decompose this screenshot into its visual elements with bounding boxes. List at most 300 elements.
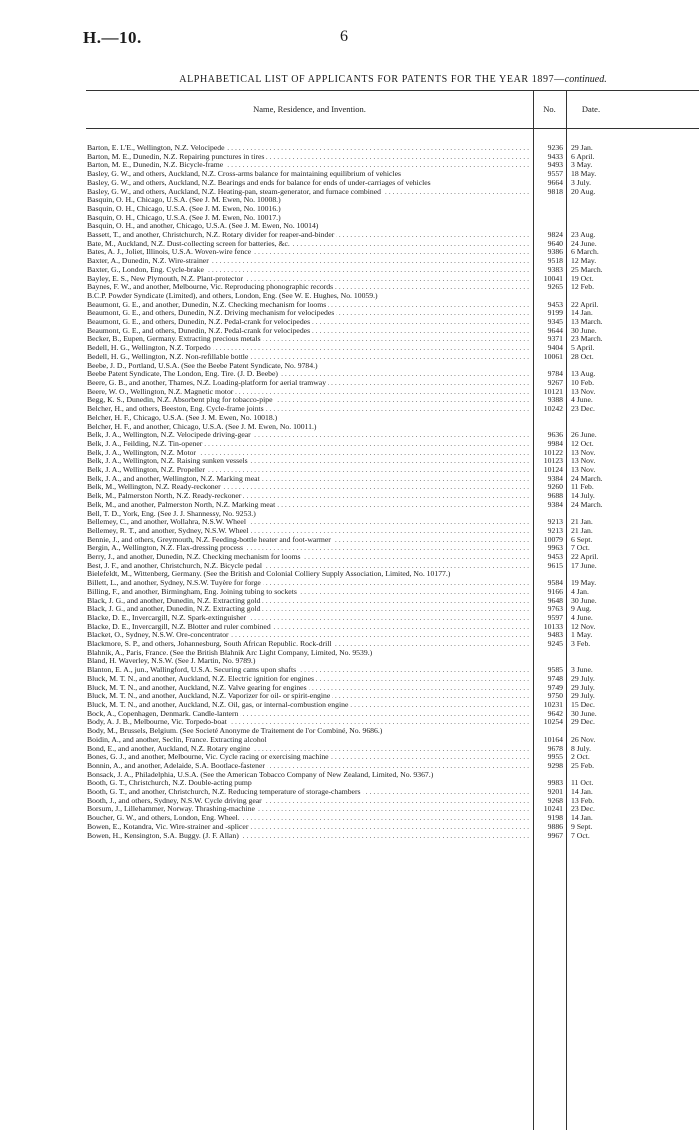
entry-text: Bones, G. J., and another, Melbourne, Vic. Cycle racing or exercising machine — [87, 753, 329, 762]
entry-text: Baxter, A., Dunedin, N.Z. Wire-strainer — [87, 257, 209, 266]
entry-number: 9763 — [547, 604, 563, 614]
table-row — [86, 466, 699, 475]
entry-date: 30 June. — [571, 595, 597, 605]
entry-number: 10061 — [543, 351, 563, 361]
entry-description — [86, 727, 533, 736]
table-row — [86, 657, 699, 666]
entry-number: 10121 — [543, 386, 563, 396]
entry-description — [86, 605, 533, 614]
table-row — [86, 170, 699, 179]
entry-date — [566, 205, 616, 214]
entry-text: Basquin, O. H., Chicago, U.S.A. (See J. M. Ewen, No. 10017.) — [87, 213, 281, 222]
entry-text: Bonnin, A., and another, Adelaide, S.A. Bootlace-fastener — [87, 761, 265, 770]
header-date: Date. — [581, 104, 601, 114]
entry-number: 9784 — [547, 369, 563, 379]
entry-number: 9267 — [547, 377, 563, 387]
entry-description — [86, 631, 533, 640]
entry-date: 29 July. — [571, 691, 595, 701]
entry-text: Basley, G. W., and others, Auckland, N.Z. Cross-arms balance for maintaining equilibrium of vehicles — [87, 170, 529, 179]
entry-description — [86, 309, 533, 318]
entry-description — [86, 570, 533, 579]
entry-text: Bowen, E., Kotandra, Vic. Wire-strainer and -splicer — [87, 822, 249, 831]
entry-description — [86, 710, 533, 719]
entry-number: 9984 — [547, 438, 563, 448]
entry-description — [86, 657, 533, 666]
entry-description — [86, 161, 533, 170]
entry-text: Bassett, T., and another, Christchurch, N.Z. Rotary divider for reaper-and-binder — [87, 231, 335, 240]
table-row — [86, 614, 699, 623]
entry-date: 24 March. — [571, 499, 603, 509]
header-no: No. — [543, 104, 556, 114]
entry-number: 9518 — [547, 256, 563, 266]
entry-text: Booth, G. T., and another, Christchurch, N.Z. Reducing temperature of storage-chambers — [87, 788, 361, 797]
table-row — [86, 266, 699, 275]
entry-number: 9636 — [547, 430, 563, 440]
entry-number: 10124 — [543, 465, 563, 475]
table-row — [86, 736, 699, 745]
entry-number: 9345 — [547, 317, 563, 327]
entry-description — [86, 231, 533, 240]
entry-date: 4 June. — [571, 395, 593, 405]
entry-text: Beebe, J. D., Portland, U.S.A. (See the Beebe Patent Syndicate, No. 9784.) — [87, 361, 318, 370]
entry-date: 19 May. — [571, 578, 597, 588]
entry-number: 9955 — [547, 752, 563, 762]
entry-text: Basquin, O. H., and another, Chicago, U.S.A. (See J. M. Ewen, No. 10014) — [87, 222, 319, 231]
table-row — [86, 588, 699, 597]
entry-date: 9 Aug. — [571, 604, 592, 614]
entry-date: 26 June. — [571, 430, 597, 440]
entry-number: 9404 — [547, 343, 563, 353]
entry-date: 29 July. — [571, 682, 595, 692]
entry-date: 9 Sept. — [571, 821, 593, 831]
entry-description — [86, 388, 533, 397]
entry-description — [86, 423, 533, 432]
table-row — [86, 814, 699, 823]
entry-text: Blacke, D. E., Invercargill, N.Z. Blotter and ruler combined — [87, 622, 271, 631]
entry-date: 13 Nov. — [571, 447, 596, 457]
entry-text: Billett, L., and another, Sydney, N.S.W. Tuyère for forge — [87, 579, 261, 588]
entry-text: Beaumont, G. E., and another, Dunedin, N.Z. Checking mechanism for looms — [87, 300, 327, 309]
entry-text: Bland, H. Waverley, N.S.W. (See J. Martin, No. 9789.) — [87, 657, 256, 666]
table-row — [86, 805, 699, 814]
entry-description — [86, 457, 533, 466]
entry-date: 8 July. — [571, 743, 592, 753]
entry-description — [86, 492, 533, 501]
entry-description — [86, 649, 533, 658]
entry-text: Basquin, O. H., Chicago, U.S.A. (See J. M. Ewen, No. 10008.) — [87, 196, 281, 205]
entry-number: 9298 — [547, 760, 563, 770]
entry-description — [86, 414, 533, 423]
entry-number: 9433 — [547, 151, 563, 161]
table-row — [86, 762, 699, 771]
entry-number: 9388 — [547, 395, 563, 405]
table-row — [86, 510, 699, 519]
entry-date: 14 Jan. — [571, 787, 593, 797]
table-row — [86, 440, 699, 449]
table-row — [86, 718, 699, 727]
entry-date: 23 March. — [571, 334, 603, 344]
entry-text: Belk, M., and another, Palmerston North, N.Z. Marking meat — [87, 500, 276, 509]
entry-description — [86, 510, 533, 519]
entry-date: 15 Dec. — [571, 700, 595, 709]
table-row — [86, 449, 699, 458]
entry-number: 9678 — [547, 743, 563, 753]
entry-number: 10231 — [543, 700, 563, 709]
entry-text: Belk, J. A., Wellington, N.Z. Motor — [87, 448, 196, 457]
entry-number — [533, 649, 566, 658]
entry-text: Booth, G. T., Christchurch, N.Z. Double-acting pump — [87, 779, 529, 788]
entry-text: Bell, T. D., York, Eng. (See J. J. Shannessy, No. 9253.) — [87, 509, 256, 518]
table-row — [86, 649, 699, 658]
entry-description — [86, 240, 533, 249]
entry-description — [86, 144, 533, 153]
entry-number: 9453 — [547, 552, 563, 562]
table-row — [86, 318, 699, 327]
entry-date: 29 July. — [571, 673, 595, 683]
table-row — [86, 631, 699, 640]
entry-text: Beaumont, G. E., and others, Dunedin, N.Z. Pedal-crank for velocipedes — [87, 326, 311, 335]
entry-text: Bates, A. J., Joliet, Illinois, U.S.A. Woven-wire fence — [87, 248, 252, 257]
entry-text: Bielefeldt, M., Wittenberg, Germany. (See the British and Colonial Colliery Supply Association, Limited, No. 10177.) — [87, 570, 529, 579]
entry-date: 2 Oct. — [571, 752, 590, 762]
entry-number: 9688 — [547, 491, 563, 501]
table-row — [86, 727, 699, 736]
table-row — [86, 379, 699, 388]
entry-date: 19 Oct. — [571, 273, 594, 283]
entry-text: Body, A. J. B., Melbourne, Vic. Torpedo-boat — [87, 718, 227, 727]
entry-number: 9371 — [547, 334, 563, 344]
entry-text: Billing, F., and another, Birmingham, Eng. Joining tubing to sockets — [87, 587, 297, 596]
entry-number: 9963 — [547, 543, 563, 553]
entry-date: 23 Dec. — [571, 804, 595, 814]
entry-number: 9383 — [547, 264, 563, 274]
entry-text: Bennie, J., and others, Greymouth, N.Z. Feeding-bottle heater and foot-warmer — [87, 535, 331, 544]
table-header-rule — [86, 128, 699, 129]
entry-date: 18 May. — [571, 169, 597, 179]
entry-date: 14 July. — [571, 491, 595, 501]
entry-number: 9198 — [547, 813, 563, 823]
entry-date: 6 Sept. — [571, 534, 593, 544]
entry-text: Borsum, J., Lillehammer, Norway. Thrashing-machine — [87, 805, 255, 814]
entry-number: 9748 — [547, 673, 563, 683]
table-row — [86, 222, 699, 231]
table-row — [86, 675, 699, 684]
entry-description — [86, 779, 533, 788]
entry-date — [566, 196, 616, 205]
entry-date: 30 June. — [571, 325, 597, 335]
entry-text: Best, J. F., and another, Christchurch, N.Z. Bicycle pedal — [87, 561, 262, 570]
entry-description — [86, 266, 533, 275]
table-row — [86, 283, 699, 292]
table-row — [86, 475, 699, 484]
entry-description — [86, 370, 533, 379]
entry-text: Bluck, M. T. N., and another, Auckland, N.Z. Oil, gas, or internal-combustion engine — [87, 701, 349, 709]
entry-date: 24 June. — [571, 238, 597, 248]
table-row — [86, 570, 699, 579]
entry-description — [86, 544, 533, 553]
entry-number: 9648 — [547, 595, 563, 605]
entry-text: Blacke, D. E., Invercargill, N.Z. Spark-extinguisher — [87, 613, 247, 622]
table-row — [86, 405, 699, 414]
entry-description — [86, 327, 533, 336]
entry-text: Beaumont, G. E., and others, Dunedin, N.Z. Pedal-crank for velocipedes — [87, 318, 311, 327]
entry-date: 3 July. — [571, 177, 592, 187]
entry-description — [86, 640, 533, 649]
entry-date: 11 Oct. — [571, 778, 594, 788]
entry-number: 9265 — [547, 282, 563, 292]
table-row — [86, 231, 699, 240]
entry-description — [86, 588, 533, 597]
table-row — [86, 492, 699, 501]
entry-number: 10254 — [543, 717, 563, 727]
table-row — [86, 684, 699, 693]
entry-date: 13 Nov. — [571, 465, 596, 475]
entry-number: 9983 — [547, 778, 563, 788]
table-row — [86, 597, 699, 606]
entry-text: Belk, M., Palmerston North, N.Z. Ready-reckoner — [87, 492, 242, 501]
entry-date: 4 Jan. — [571, 586, 589, 596]
entry-date: 3 May. — [571, 160, 593, 170]
entry-text: Belk, J. A., Wellington, N.Z. Velocipede driving-gear — [87, 431, 251, 440]
entry-date: 29 Dec. — [571, 717, 595, 727]
entry-date: 17 June. — [571, 560, 597, 570]
entry-date: 24 March. — [571, 473, 603, 483]
table-row — [86, 823, 699, 832]
entry-date: 13 Aug. — [571, 369, 596, 379]
table-row — [86, 788, 699, 797]
entry-description — [86, 170, 533, 179]
entry-date: 14 Jan. — [571, 813, 593, 823]
entry-number: 10241 — [543, 804, 563, 814]
entry-text: Black, J. G., and another, Dunedin, N.Z. Extracting gold — [87, 605, 261, 614]
entry-number — [533, 196, 566, 205]
entry-date: 6 April. — [571, 151, 595, 161]
title-text: ALPHABETICAL LIST OF APPLICANTS FOR PATENTS FOR THE YEAR 1897— — [179, 74, 565, 85]
entry-description — [86, 449, 533, 458]
entry-description — [86, 692, 533, 701]
entry-number: 9386 — [547, 247, 563, 257]
entry-description — [86, 205, 533, 214]
entry-date: 12 Nov. — [571, 621, 596, 631]
entry-text: Beere, G. B., and another, Thames, N.Z. Loading-platform for aerial tramway — [87, 378, 327, 387]
table-row — [86, 640, 699, 649]
entry-number: 9453 — [547, 299, 563, 309]
entry-description — [86, 275, 533, 284]
entry-date: 5 April. — [571, 343, 595, 353]
table-row — [86, 666, 699, 675]
entry-description — [86, 396, 533, 405]
entry-number: 9597 — [547, 612, 563, 622]
table-row — [86, 753, 699, 762]
entry-date: 12 May. — [571, 256, 597, 266]
entry-number: 9201 — [547, 787, 563, 797]
table-row — [86, 388, 699, 397]
table-row — [86, 832, 699, 841]
entry-description — [86, 248, 533, 257]
entry-date: 14 Jan. — [571, 308, 593, 318]
entry-number: 9886 — [547, 821, 563, 831]
table-row — [86, 623, 699, 632]
table-row — [86, 205, 699, 214]
entry-text: Beere, W. O., Wellington, N.Z. Magnetic motor — [87, 387, 234, 396]
entry-text: Bedell, H. G., Wellington, N.Z. Torpedo — [87, 344, 211, 353]
table-row — [86, 161, 699, 170]
entry-text: Baynes, F. W., and another, Melbourne, Vic. Reproducing phonographic records — [87, 283, 334, 292]
entry-description — [86, 292, 533, 301]
entry-number: 9644 — [547, 325, 563, 335]
table-row — [86, 353, 699, 362]
entry-text: Bate, M., Auckland, N.Z. Dust-collecting screen for batteries, &c. — [87, 239, 290, 248]
entry-description — [86, 623, 533, 632]
entry-description — [86, 188, 533, 197]
entry-description — [86, 318, 533, 327]
entry-description — [86, 745, 533, 754]
entry-text: Bluck, M. T. N., and another, Auckland, N.Z. Electric ignition for engines — [87, 674, 314, 683]
entry-description — [86, 762, 533, 771]
entry-text: Belcher, H. F., Chicago, U.S.A. (See J. M. Ewen, No. 10018.) — [87, 413, 278, 422]
entry-description — [86, 179, 533, 188]
entry-description — [86, 805, 533, 814]
entry-date: 22 April. — [571, 299, 599, 309]
entry-text: Becker, B., Eupen, Germany. Extracting precious metals — [87, 335, 261, 344]
table-row — [86, 396, 699, 405]
entry-number: 10133 — [543, 621, 563, 631]
entry-description — [86, 283, 533, 292]
entry-description — [86, 579, 533, 588]
entry-description — [86, 335, 533, 344]
entry-description — [86, 771, 533, 780]
entry-description — [86, 753, 533, 762]
table-row — [86, 362, 699, 371]
entry-date: 13 Feb. — [571, 795, 595, 805]
entry-date: 21 Jan. — [571, 525, 593, 535]
entry-date: 7 Oct. — [571, 543, 590, 553]
entry-text: Barton, M. E., Dunedin, N.Z. Repairing punctures in tires — [87, 152, 265, 161]
entry-description — [86, 353, 533, 362]
table-row — [86, 771, 699, 780]
entry-number: 9199 — [547, 308, 563, 318]
entry-date: 13 March. — [571, 317, 603, 327]
table-row — [86, 188, 699, 197]
table-row — [86, 457, 699, 466]
table-row — [86, 309, 699, 318]
entry-text: Barton, M. E., Dunedin, N.Z. Bicycle-frame — [87, 161, 224, 170]
entry-text: Black, J. G., and another, Dunedin, N.Z. Extracting gold — [87, 596, 261, 605]
entry-text: Blacket, O., Sydney, N.S.W. Ore-concentrator — [87, 631, 229, 640]
entry-description — [86, 684, 533, 693]
entry-text: Begg, K. S., Dunedin, N.Z. Absorbent plug for tobacco-pipe — [87, 396, 273, 405]
entry-number: 9749 — [547, 682, 563, 692]
entry-description — [86, 675, 533, 684]
entry-description — [86, 797, 533, 806]
entry-description — [86, 440, 533, 449]
entry-text: Belcher, H., and others, Beeston, Eng. Cycle-frame joints — [87, 405, 264, 414]
table-row — [86, 745, 699, 754]
entry-number: 9967 — [547, 830, 563, 840]
entry-description — [86, 257, 533, 266]
table-row — [86, 335, 699, 344]
entry-text: Belk, M., Wellington, N.Z. Ready-reckoner — [87, 483, 221, 492]
table-row — [86, 275, 699, 284]
entry-text: Bond, E., and another, Auckland, N.Z. Rotary engine — [87, 744, 251, 753]
entry-number — [533, 205, 566, 214]
entry-description — [86, 362, 533, 371]
entry-description — [86, 823, 533, 832]
entry-date: 25 Feb. — [571, 760, 595, 770]
entry-date: 20 Aug. — [571, 186, 596, 196]
table-row — [86, 214, 699, 223]
entry-date: 11 Feb. — [571, 482, 594, 492]
entry-description — [86, 597, 533, 606]
entry-description — [86, 431, 533, 440]
entry-text: Bluck, M. T. N., and another, Auckland, N.Z. Vaporizer for oil- or spirit-engine — [87, 692, 331, 701]
entry-description — [86, 153, 533, 162]
table-row — [86, 692, 699, 701]
entry-text: Blahnik, A., Paris, France. (See the British Blahnik Arc Light Company, Limited, No. 9539.) — [87, 649, 529, 658]
entry-date: 7 Oct. — [571, 830, 590, 840]
table-row — [86, 153, 699, 162]
table-row — [86, 431, 699, 440]
entry-description — [86, 518, 533, 527]
entry-number: 10122 — [543, 447, 563, 457]
table-row — [86, 248, 699, 257]
table-row — [86, 423, 699, 432]
entry-date: 12 Oct. — [571, 438, 594, 448]
table-row — [86, 553, 699, 562]
entry-date: 22 April. — [571, 552, 599, 562]
table-row — [86, 292, 699, 301]
table-row — [86, 605, 699, 614]
entry-number: 9615 — [547, 560, 563, 570]
entry-number: 9384 — [547, 473, 563, 483]
entry-date: 29 Jan. — [571, 143, 593, 152]
page-number: 6 — [340, 28, 348, 45]
entry-text: Bluck, M. T. N., and another, Auckland, N.Z. Valve gearing for engines — [87, 683, 307, 692]
table-row — [86, 527, 699, 536]
entry-description — [86, 483, 533, 492]
entry-text: Booth, J., and others, Sydney, N.S.W. Cycle driving gear — [87, 796, 262, 805]
entry-date: 23 Aug. — [571, 230, 596, 240]
table-row — [86, 562, 699, 571]
page-title — [88, 74, 698, 85]
entry-number: 10164 — [543, 734, 563, 744]
entry-description — [86, 736, 533, 745]
table-row — [86, 483, 699, 492]
entry-description — [86, 405, 533, 414]
entry-text: Basley, G. W., and others, Auckland, N.Z. Bearings and ends for balance for ends of under-carriages of vehicles — [87, 179, 529, 188]
entry-text: Bowen, H., Kensington, S.A. Buggy. (J. F. Allan) — [87, 831, 239, 840]
entry-number: 9236 — [547, 143, 563, 152]
table-row — [86, 518, 699, 527]
entry-number: 9584 — [547, 578, 563, 588]
entry-description — [86, 379, 533, 388]
entry-date: 10 Feb. — [571, 377, 595, 387]
entry-text: Basley, G. W., and others, Auckland, N.Z. Heating-pan, steam-generator, and furnace combined — [87, 187, 381, 196]
entry-description — [86, 527, 533, 536]
entry-number: 9557 — [547, 169, 563, 179]
table-row — [86, 701, 699, 710]
entry-description — [86, 214, 533, 223]
entry-text: Bergin, A., Wellington, N.Z. Flax-dressing process — [87, 544, 244, 553]
table-row — [86, 301, 699, 310]
table-row — [86, 414, 699, 423]
entry-text: Beebe Patent Syndicate, The London, Eng. Tire. (J. D. Beebe) — [87, 370, 278, 379]
entry-description — [86, 536, 533, 545]
entry-date: 23 Dec. — [571, 404, 595, 414]
table-row — [86, 710, 699, 719]
entry-text: B.C.P. Powder Syndicate (Limited), and others, London, Eng. (See W. E. Hughes, No. 10059.) — [87, 291, 378, 300]
table-row — [86, 370, 699, 379]
